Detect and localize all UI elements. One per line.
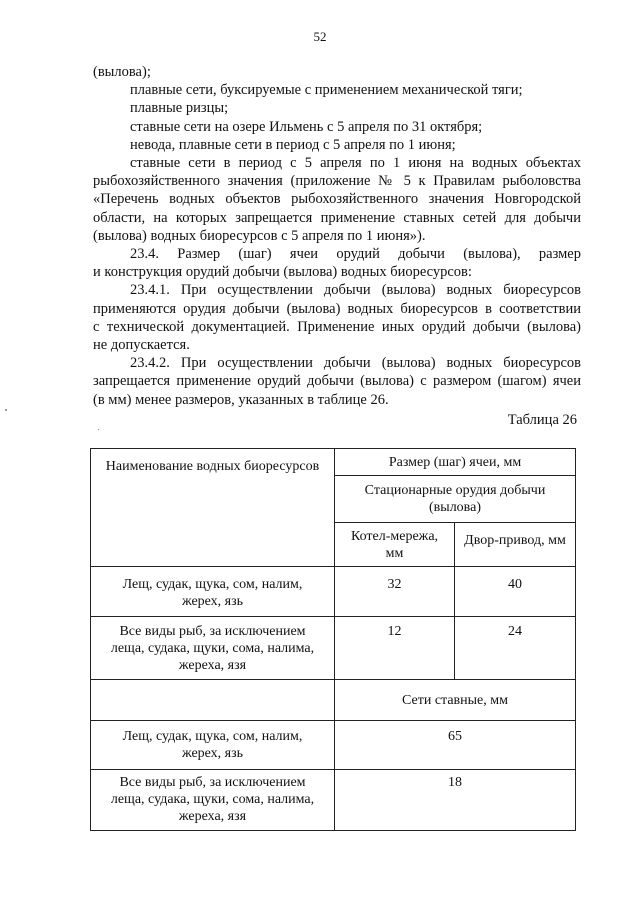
section-nets: Сети ставные, мм [334, 679, 576, 721]
text-line: области, на которых запрещается применение ставных сетей для добычи [93, 209, 581, 226]
text-line: не допускается. [93, 337, 190, 354]
text-line: применяются орудия добычи (вылова) водных биоресурсов в соответствии [93, 300, 581, 317]
row-4-value: 18 [334, 769, 576, 831]
text-line: невода, плавные сети в период с 5 апреля по 1 июня; [130, 136, 456, 153]
text-line: «Перечень водных объектов рыбохозяйственного значения Новгородской [93, 191, 581, 208]
text-line: с технической документацией. Применение иных орудий добычи (вылова) [93, 318, 581, 335]
header-kotel: Котел-мережа, мм [334, 522, 455, 567]
text-line: плавные ризцы; [130, 100, 229, 117]
row-2-kotel: 12 [334, 616, 455, 680]
row-1-kotel: 32 [334, 566, 455, 617]
row-3-name: Лещ, судак, щука, сом, налим, жерех, язь [90, 720, 335, 770]
text-line: ставные сети в период с 5 апреля по 1 июня на водных объектах [130, 155, 581, 172]
row-1-dvor: 40 [454, 566, 576, 617]
header-size: Размер (шаг) ячеи, мм [334, 448, 576, 476]
scan-speck [98, 429, 99, 430]
section-empty-cell [90, 679, 335, 721]
header-name: Наименование водных биоресурсов [90, 448, 335, 567]
table-caption: Таблица 26 [507, 412, 577, 428]
row-2-dvor: 24 [454, 616, 576, 680]
row-1-name: Лещ, судак, щука, сом, налим, жерех, язь [90, 566, 335, 617]
row-2-name: Все виды рыб, за исключением леща, судака, щуки, сома, налима, жереха, язя [90, 616, 335, 680]
row-4-name: Все виды рыб, за исключением леща, судака, щуки, сома, налима, жереха, язя [90, 769, 335, 831]
header-stationary: Стационарные орудия добычи (вылова) [334, 475, 576, 523]
text-line: (вылова) водных биоресурсов с 5 апреля по 1 июня»). [93, 227, 426, 244]
text-line: рыбохозяйственного значения (приложение № 5 к Правилам рыболовства [93, 173, 581, 190]
text-line: (вылова); [93, 64, 151, 80]
text-line: запрещается применение орудий добычи (вылова) с размером (шагом) ячеи [93, 373, 581, 390]
text-line: 23.4.1. При осуществлении добычи (вылова) водных биоресурсов [130, 282, 581, 299]
row-3-value: 65 [334, 720, 576, 770]
text-line: плавные сети, буксируемые с применением механической тяги; [130, 82, 523, 99]
scan-speck [5, 409, 7, 411]
header-dvor: Двор-привод, мм [454, 522, 576, 567]
page-number: 52 [313, 29, 327, 44]
document-body [93, 63, 581, 409]
text-line: 23.4.2. При осуществлении добычи (вылова) водных биоресурсов [130, 355, 581, 372]
text-line: 23.4. Размер (шаг) ячеи орудий добычи (вылова), размер [130, 246, 581, 263]
text-line: ставные сети на озере Ильмень с 5 апреля по 31 октября; [130, 118, 483, 135]
text-line: (в мм) менее размеров, указанных в таблице 26. [93, 391, 389, 408]
text-line: и конструкция орудий добычи (вылова) водных биоресурсов: [93, 264, 472, 281]
